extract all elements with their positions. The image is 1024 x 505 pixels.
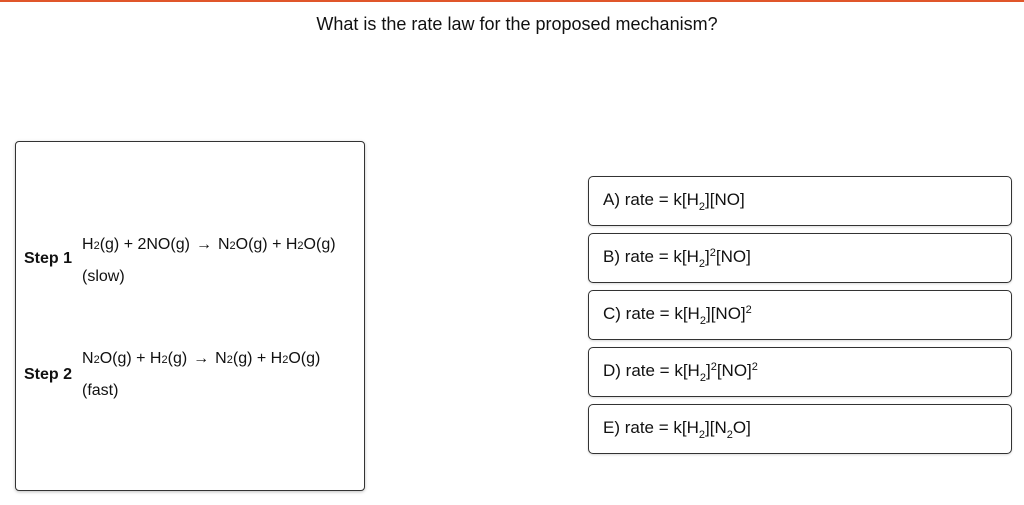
step-1-speed: (slow) — [82, 268, 125, 285]
step-2-equation: N2O(g) + H2(g) → N2(g) + H2O(g) — [82, 350, 321, 367]
answer-option-e-text: E) rate = $k[H_2][N_2O]$ — [603, 418, 751, 441]
answer-option-b-text: B) rate = $k[H_2]^2[NO]$ — [603, 247, 751, 270]
step-2-label: Step 2 — [24, 366, 73, 383]
reaction-arrow-icon: → — [193, 350, 210, 367]
step-1-equation: H2(g) + 2NO(g) → N2O(g) + H2O(g) — [82, 236, 336, 253]
question-text: What is the rate law for the proposed mechanism? — [316, 14, 718, 34]
answer-option-c[interactable] — [588, 290, 1012, 340]
answer-option-a-text: A) rate = $k[H_2][NO]$ — [603, 190, 745, 213]
step-1-label: Step 1 — [24, 250, 73, 267]
top-accent-rule — [0, 0, 1024, 2]
answer-option-d-text: D) rate = $k[H_2]^2[NO]^2$ — [603, 361, 758, 384]
answer-option-c-text: C) rate = $k[H_2][NO]^2$ — [603, 304, 752, 327]
answer-option-d[interactable] — [588, 347, 1012, 397]
answer-option-e[interactable] — [588, 404, 1012, 454]
step-2-speed: (fast) — [82, 382, 119, 399]
mechanism-box — [15, 141, 365, 491]
answer-option-b[interactable] — [588, 233, 1012, 283]
reaction-arrow-icon: → — [195, 236, 212, 253]
answer-option-a[interactable] — [588, 176, 1012, 226]
